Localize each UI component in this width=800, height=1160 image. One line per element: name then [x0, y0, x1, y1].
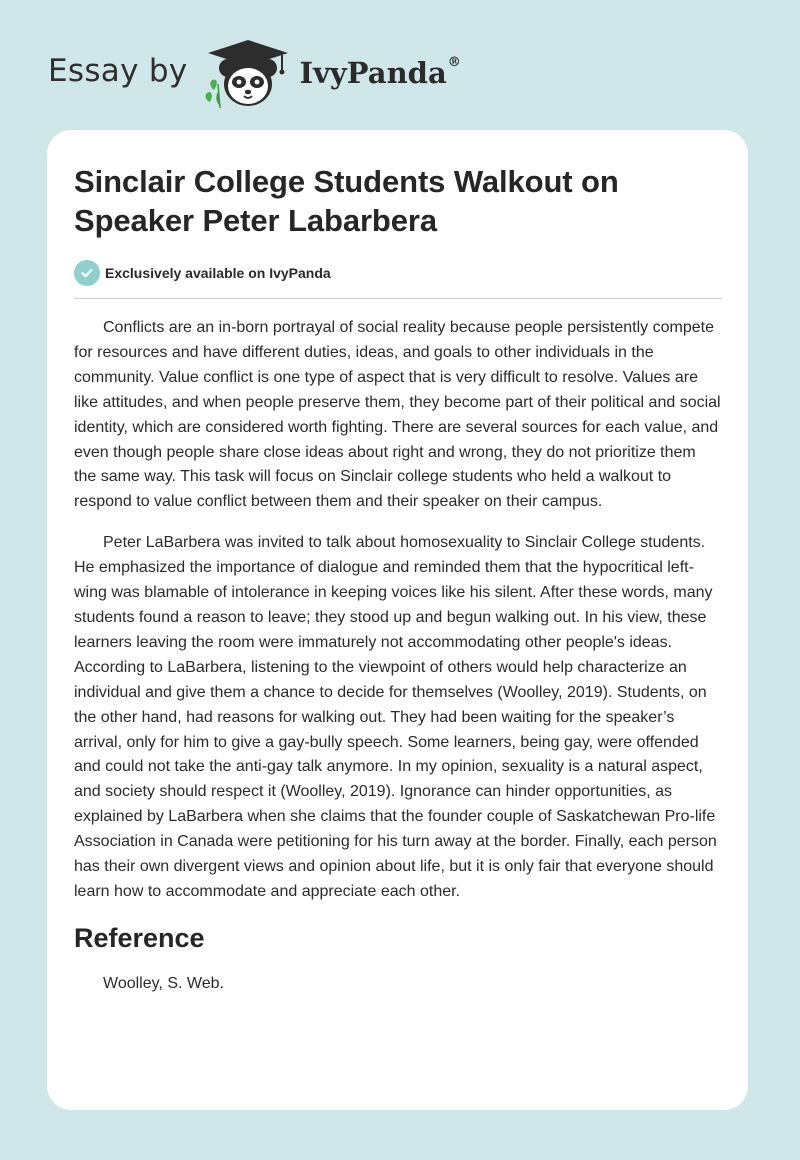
panda-graduate-icon [202, 34, 294, 110]
brand-name: IvyPanda® [299, 55, 461, 90]
divider [74, 298, 722, 299]
essay-body [74, 316, 722, 905]
brand-prefix: Essay by [48, 53, 188, 89]
exclusive-label: Exclusively available on IvyPanda [105, 265, 331, 281]
exclusive-badge [74, 259, 722, 287]
paragraph: Peter LaBarbera was invited to talk about homosexuality to Sinclair College students. He emphasized the importance of dialogue and reminded them that the hypocritical left-wing was blamable of intolerance in keeping voices like his silent. After these words, many students found a reason to leave; they stood up and begun walking out. In his view, these learners leaving the room were immaturely not accommodating other people's ideas. According to LaBarbera, listening to the viewpoint of others would help characterize an individual and give them a chance to decide for themselves (Woolley, 2019). Students, on the other hand, had reasons for walking out. They had been waiting for the speaker’s arrival, only for him to give a gay-bully speech. Some learners, being gay, were offended and could not take the anti-gay talk anymore. In my opinion, sexuality is a natural aspect, and society should respect it (Woolley, 2019). Ignorance can hinder opportunities, as explained by LaBarbera when she claims that the founder couple of Saskatchewan Pro-life Association in Canada were petitioning for his turn away at the border. Finally, each person has their own divergent views and opinion about life, but it is only fair that everyone should learn how to accommodate and appreciate each other. [74, 534, 717, 900]
essay-card [47, 130, 748, 1110]
check-icon [74, 260, 100, 286]
page-title: Sinclair College Students Walkout on Speaker Peter Labarbera [74, 164, 619, 238]
reference-heading: Reference [74, 922, 205, 953]
brand-header[interactable] [48, 34, 461, 110]
reference-entry: Woolley, S. Web. [103, 974, 224, 992]
paragraph: Conflicts are an in-born portrayal of social reality because people persistently compete for resources and have different duties, ideas, and goals to other individuals in the community. Value conflict is one type of aspect that is very difficult to resolve. Values are like attitudes, and when people preserve them, they become part of their political and social identity, which are considered worth fighting. There are several sources for each value, and even though people share close ideas about right and wrong, they do not prioritize them the same way. This task will focus on Sinclair college students who held a walkout to respond to value conflict between them and their speaker on their campus. [74, 319, 721, 511]
